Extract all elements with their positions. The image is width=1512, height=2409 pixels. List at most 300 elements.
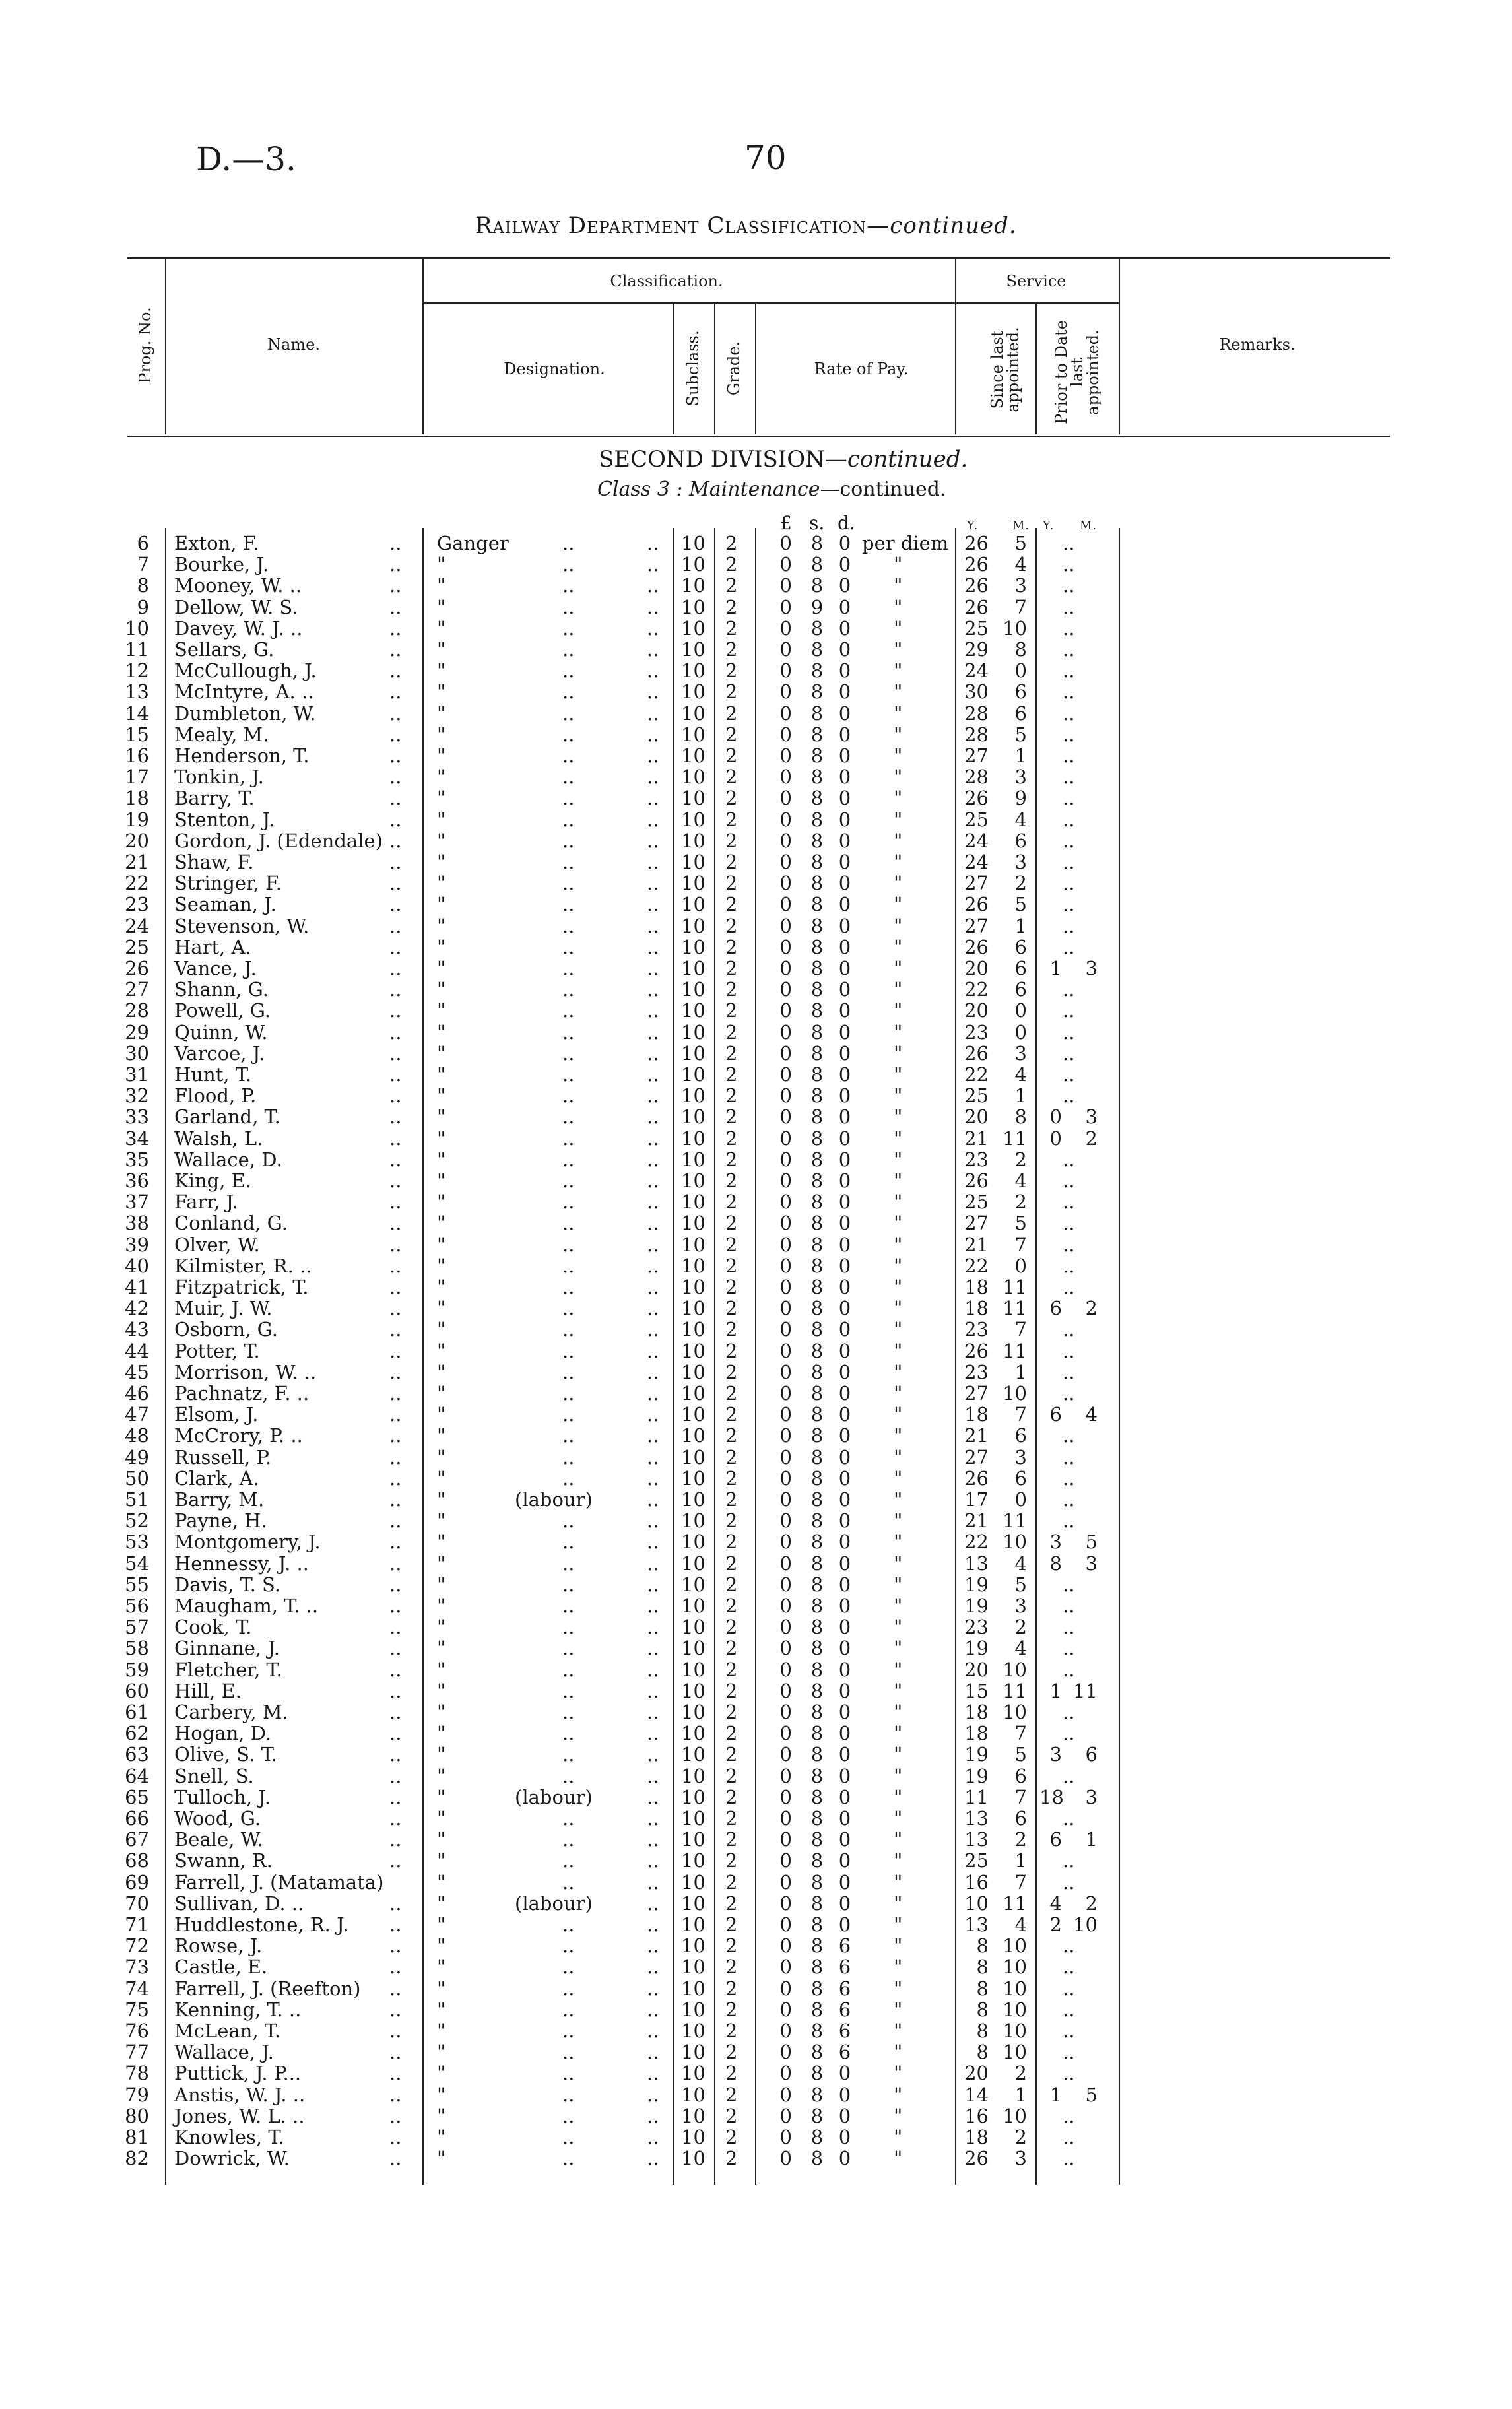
pay-unit-cell: " (894, 1148, 903, 1171)
designation-leader-dots: .. (647, 680, 659, 704)
name-leader-dots: .. (389, 1360, 402, 1383)
class-suffix: —continued. (820, 478, 946, 501)
grade-cell: 2 (725, 1743, 738, 1766)
since-months-cell: 10 (1003, 1956, 1027, 1979)
subclass-cell: 10 (681, 553, 706, 576)
table-row (0, 1680, 1512, 1701)
pay-shillings-cell: 8 (810, 957, 824, 979)
prior-months-cell: 4 (1085, 1403, 1098, 1426)
since-months-cell: 5 (1014, 1743, 1027, 1766)
name-leader-dots: .. (389, 1041, 402, 1065)
designation-note-cell: .. (562, 1148, 575, 1171)
pay-shillings-cell: 8 (810, 1785, 824, 1808)
pay-pence-cell: 0 (838, 1552, 851, 1575)
document-reference: D.—3. (196, 140, 296, 178)
subclass-cell: 10 (681, 1020, 706, 1043)
since-years-cell: 25 (964, 1084, 989, 1107)
empty-prior-dots: .. (1063, 2041, 1075, 2064)
empty-prior-dots: .. (1063, 1595, 1075, 1617)
designation-leader-dots: .. (647, 532, 659, 554)
since-months-cell: 10 (1003, 2104, 1027, 2127)
table-row (0, 1743, 1512, 1764)
subclass-cell: 10 (681, 1764, 706, 1787)
division-suffix: continued. (847, 446, 968, 473)
prog-no-cell: 23 (125, 893, 149, 916)
since-months-cell: 5 (1014, 1573, 1027, 1596)
name-leader-dots: .. (389, 595, 402, 618)
subclass-cell: 10 (681, 2062, 706, 2085)
pay-shillings-cell: 8 (810, 574, 824, 597)
grade-cell: 2 (725, 1063, 738, 1086)
designation-cell: " (437, 574, 446, 597)
table-row (0, 1616, 1512, 1637)
pay-shillings-cell: 8 (810, 1743, 824, 1766)
grade-cell: 2 (725, 808, 738, 831)
subclass-cell: 10 (681, 829, 706, 852)
name-cell: Beale, W. (174, 1828, 263, 1851)
designation-note-cell: .. (562, 680, 575, 704)
pay-shillings-cell: 8 (810, 808, 824, 831)
grade-cell: 2 (725, 1870, 738, 1894)
designation-note-cell: .. (562, 914, 575, 937)
designation-note-cell: .. (562, 1849, 575, 1872)
pay-unit-cell: " (894, 1170, 903, 1192)
designation-note-cell: .. (562, 595, 575, 618)
table-row (0, 553, 1512, 574)
since-years-cell: 25 (964, 808, 989, 831)
subclass-cell: 10 (681, 1318, 706, 1341)
pay-unit-cell: " (894, 1552, 903, 1575)
prog-no-cell: 76 (125, 2020, 149, 2042)
designation-cell: Ganger (437, 532, 509, 554)
since-years-cell: 10 (964, 1892, 989, 1915)
grade-cell: 2 (725, 1956, 738, 1979)
pay-pence-cell: 0 (838, 1297, 851, 1320)
name-leader-dots: .. (389, 744, 402, 767)
designation-note-cell: .. (562, 744, 575, 767)
pay-unit-cell: " (894, 680, 903, 704)
pay-shillings-cell: 8 (810, 1616, 824, 1639)
table-row (0, 1276, 1512, 1297)
since-years-cell: 18 (964, 1701, 989, 1723)
grade-cell: 2 (725, 723, 738, 746)
designation-leader-dots: .. (647, 1445, 659, 1468)
header-rate-of-pay: Rate of Pay. (814, 360, 909, 378)
grade-cell: 2 (725, 957, 738, 979)
name-leader-dots: .. (389, 914, 402, 937)
table-row (0, 702, 1512, 723)
prog-no-cell: 8 (137, 574, 149, 597)
subclass-cell: 10 (681, 1998, 706, 2021)
table-row (0, 808, 1512, 830)
pay-pence-cell: 0 (838, 1276, 851, 1298)
name-cell: Davey, W. J. .. (174, 616, 303, 640)
since-months-cell: 2 (1014, 1616, 1027, 1639)
subclass-cell: 10 (681, 1445, 706, 1468)
designation-cell: " (437, 2147, 446, 2170)
empty-prior-dots: .. (1063, 723, 1075, 746)
pay-pounds-cell: 0 (779, 1934, 792, 1958)
table-row (0, 1977, 1512, 1998)
name-cell: Wood, G. (174, 1807, 261, 1830)
subclass-cell: 10 (681, 1467, 706, 1490)
pay-unit-cell: " (894, 1785, 903, 1808)
name-cell: Tonkin, J. (174, 766, 264, 789)
pay-pounds-cell: 0 (779, 1106, 792, 1129)
header-prog-no: Prog. No. (136, 307, 154, 383)
designation-leader-dots: .. (647, 638, 659, 661)
pay-pence-cell: 0 (838, 638, 851, 661)
since-months-cell: 8 (1014, 638, 1027, 661)
pay-shillings-cell: 8 (810, 1764, 824, 1787)
subclass-cell: 10 (681, 2126, 706, 2148)
designation-note-cell: .. (562, 1403, 575, 1426)
table-row (0, 1106, 1512, 1127)
name-leader-dots: .. (389, 1743, 402, 1766)
subclass-cell: 10 (681, 1339, 706, 1362)
prog-no-cell: 9 (137, 595, 149, 618)
since-months-cell: 7 (1014, 1403, 1027, 1426)
header-prior-to-date: Prior to Date last appointed. (1052, 320, 1102, 424)
pay-shillings-cell: 8 (810, 1403, 824, 1426)
pay-pounds-cell: 0 (779, 851, 792, 873)
table-row (0, 1170, 1512, 1191)
page-number: 70 (744, 139, 787, 177)
name-cell: Powell, G. (174, 999, 271, 1022)
since-months-cell: 1 (1014, 914, 1027, 937)
grade-cell: 2 (725, 1595, 738, 1617)
pay-pounds-cell: 0 (779, 2147, 792, 2170)
pay-pounds-cell: 0 (779, 1616, 792, 1639)
pay-pounds-cell: 0 (779, 1870, 792, 1894)
pay-shillings-cell: 8 (810, 1573, 824, 1596)
table-row (0, 1234, 1512, 1255)
prog-no-cell: 14 (125, 702, 149, 725)
pay-shillings-cell: 8 (810, 638, 824, 661)
designation-cell: " (437, 829, 446, 852)
name-cell: Kilmister, R. .. (174, 1254, 312, 1277)
pay-pounds-cell: 0 (779, 1339, 792, 1362)
since-years-cell: 26 (964, 935, 989, 958)
name-leader-dots: .. (389, 1318, 402, 1341)
pay-unit-cell: " (894, 1509, 903, 1533)
since-years-cell: 24 (964, 659, 989, 682)
name-cell: Mooney, W. .. (174, 574, 302, 597)
pay-shillings-cell: 8 (810, 1318, 824, 1341)
since-years-cell: 23 (964, 1616, 989, 1639)
designation-leader-dots: .. (647, 1849, 659, 1872)
pay-pounds-cell: 0 (779, 532, 792, 554)
name-cell: McIntyre, A. .. (174, 680, 314, 704)
name-leader-dots: .. (389, 1998, 402, 2021)
empty-prior-dots: .. (1063, 787, 1075, 810)
designation-cell: " (437, 1063, 446, 1086)
prior-years-cell: 0 (1049, 1106, 1062, 1129)
grade-cell: 2 (725, 1998, 738, 2021)
prior-years-cell: 3 (1049, 1743, 1062, 1766)
pay-pounds-cell: 0 (779, 1382, 792, 1404)
since-months-cell: 6 (1014, 957, 1027, 979)
designation-note-cell: .. (562, 659, 575, 682)
grade-cell: 2 (725, 1424, 738, 1447)
subclass-cell: 10 (681, 1148, 706, 1171)
pay-shillings-cell: 8 (810, 1977, 824, 2000)
grade-cell: 2 (725, 1892, 738, 1915)
empty-prior-dots: .. (1063, 1488, 1075, 1511)
subclass-cell: 10 (681, 574, 706, 597)
name-leader-dots: .. (389, 1148, 402, 1171)
pay-shillings-cell: 8 (810, 1170, 824, 1192)
subclass-cell: 10 (681, 2104, 706, 2127)
since-years-cell: 20 (964, 1658, 989, 1681)
pay-pounds-cell: 0 (779, 1722, 792, 1745)
pay-pounds-cell: 0 (779, 1977, 792, 2000)
pay-pounds-cell: 0 (779, 659, 792, 682)
empty-prior-dots: .. (1063, 1382, 1075, 1404)
empty-prior-dots: .. (1063, 1956, 1075, 1979)
pay-shillings-cell: 8 (810, 1658, 824, 1681)
since-years-cell: 26 (964, 1339, 989, 1362)
grade-cell: 2 (725, 659, 738, 682)
name-leader-dots: .. (389, 1531, 402, 1554)
name-cell: Dowrick, W. (174, 2147, 290, 2170)
grade-cell: 2 (725, 616, 738, 640)
pay-pounds-cell: 0 (779, 2020, 792, 2042)
designation-cell: " (437, 1658, 446, 1681)
pay-unit-cell: " (894, 978, 903, 1001)
pay-shillings-cell: 8 (810, 872, 824, 895)
grade-cell: 2 (725, 2104, 738, 2127)
pay-unit-cell: " (894, 702, 903, 725)
prior-years-cell: 2 (1049, 1913, 1062, 1936)
subclass-cell: 10 (681, 1595, 706, 1617)
subclass-cell: 10 (681, 1041, 706, 1065)
designation-leader-dots: .. (647, 766, 659, 789)
pay-shillings-cell: 8 (810, 1531, 824, 1554)
since-months-cell: 2 (1014, 2126, 1027, 2148)
table-row (0, 2041, 1512, 2062)
empty-prior-dots: .. (1063, 744, 1075, 767)
designation-cell: " (437, 957, 446, 979)
since-months-cell: 2 (1014, 2062, 1027, 2085)
table-row (0, 1807, 1512, 1828)
pay-pence-cell: 0 (838, 1170, 851, 1192)
table-row (0, 1659, 1512, 1680)
prog-no-cell: 57 (125, 1616, 149, 1639)
since-years-cell: 22 (964, 1063, 989, 1086)
designation-cell: " (437, 2020, 446, 2042)
pay-unit-cell: " (894, 1382, 903, 1404)
designation-note-cell: .. (562, 2083, 575, 2106)
name-cell: Conland, G. (174, 1212, 288, 1235)
subclass-cell: 10 (681, 1637, 706, 1660)
name-leader-dots: .. (389, 553, 402, 576)
name-cell: McCullough, J. (174, 659, 317, 682)
prior-months-cell: 2 (1085, 1297, 1098, 1320)
pay-unit-cell: " (894, 1403, 903, 1426)
empty-prior-dots: .. (1063, 680, 1075, 704)
grade-cell: 2 (725, 1233, 738, 1256)
since-years-cell: 30 (964, 680, 989, 704)
pay-unit-cell: per diem (862, 532, 949, 554)
name-cell: Mealy, M. (174, 723, 269, 746)
designation-note-cell: .. (562, 532, 575, 554)
since-months-cell: 3 (1014, 1041, 1027, 1065)
pay-pounds-cell: 0 (779, 2062, 792, 2085)
since-months-cell: 11 (1003, 1276, 1027, 1298)
subclass-cell: 10 (681, 1807, 706, 1830)
since-years-cell: 22 (964, 1254, 989, 1277)
name-cell: McLean, T. (174, 2020, 281, 2042)
grade-cell: 2 (725, 680, 738, 704)
pay-pounds-cell: 0 (779, 723, 792, 746)
name-leader-dots: .. (389, 1191, 402, 1214)
subclass-cell: 10 (681, 616, 706, 640)
pay-shillings-cell: 8 (810, 2020, 824, 2042)
since-months-cell: 6 (1014, 1764, 1027, 1787)
since-months-cell: 4 (1014, 553, 1027, 576)
pay-pounds-cell: 0 (779, 680, 792, 704)
table-row (0, 1871, 1512, 1892)
empty-prior-dots: .. (1063, 1170, 1075, 1192)
name-leader-dots: .. (389, 808, 402, 831)
grade-cell: 2 (725, 1360, 738, 1383)
since-years-cell: 8 (976, 1977, 989, 2000)
pay-pence-cell: 0 (838, 1212, 851, 1235)
pay-shillings-cell: 8 (810, 893, 824, 916)
subclass-cell: 10 (681, 1106, 706, 1129)
since-months-cell: 2 (1014, 872, 1027, 895)
table-row (0, 1467, 1512, 1488)
designation-cell: " (437, 1020, 446, 1043)
grade-cell: 2 (725, 999, 738, 1022)
pay-pounds-cell: 0 (779, 1701, 792, 1723)
header-divider (755, 304, 756, 434)
subclass-cell: 10 (681, 851, 706, 873)
since-years-cell: 18 (964, 1297, 989, 1320)
prog-no-cell: 66 (125, 1807, 149, 1830)
designation-cell: " (437, 680, 446, 704)
unit-since-months: M. (1012, 519, 1030, 533)
name-leader-dots: .. (389, 1616, 402, 1639)
since-months-cell: 10 (1003, 1658, 1027, 1681)
table-row (0, 1722, 1512, 1743)
grade-cell: 2 (725, 2062, 738, 2085)
grade-cell: 2 (725, 1297, 738, 1320)
pay-pounds-cell: 0 (779, 702, 792, 725)
pay-pounds-cell: 0 (779, 1785, 792, 1808)
pay-pounds-cell: 0 (779, 1828, 792, 1851)
since-years-cell: 27 (964, 872, 989, 895)
since-years-cell: 21 (964, 1233, 989, 1256)
prior-years-cell: 3 (1049, 1531, 1062, 1554)
since-years-cell: 20 (964, 1106, 989, 1129)
prior-months-cell: 6 (1085, 1743, 1098, 1766)
name-cell: McCrory, P. .. (174, 1424, 303, 1447)
designation-leader-dots: .. (647, 1084, 659, 1107)
pay-pounds-cell: 0 (779, 595, 792, 618)
subclass-cell: 10 (681, 1679, 706, 1702)
since-years-cell: 23 (964, 1148, 989, 1171)
table-row (0, 659, 1512, 680)
empty-prior-dots: .. (1063, 1722, 1075, 1745)
pay-pounds-cell: 0 (779, 1998, 792, 2021)
table-row (0, 1595, 1512, 1616)
designation-leader-dots: .. (647, 1743, 659, 1766)
pay-pounds-cell: 0 (779, 1531, 792, 1554)
name-cell: Fitzpatrick, T. (174, 1276, 309, 1298)
grade-cell: 2 (725, 1701, 738, 1723)
since-years-cell: 19 (964, 1637, 989, 1660)
empty-prior-dots: .. (1063, 616, 1075, 640)
designation-leader-dots: .. (647, 1318, 659, 1341)
designation-leader-dots: .. (647, 1020, 659, 1043)
pay-pounds-cell: 0 (779, 1467, 792, 1490)
pay-unit-cell: " (894, 1212, 903, 1235)
designation-cell: " (437, 893, 446, 916)
grade-cell: 2 (725, 744, 738, 767)
designation-cell: " (437, 978, 446, 1001)
designation-leader-dots: .. (647, 2020, 659, 2042)
prog-no-cell: 16 (125, 744, 149, 767)
subclass-cell: 10 (681, 1956, 706, 1979)
pay-shillings-cell: 8 (810, 1701, 824, 1723)
pay-unit-cell: " (894, 1020, 903, 1043)
name-cell: Kenning, T. .. (174, 1998, 302, 2021)
empty-prior-dots: .. (1063, 595, 1075, 618)
pay-shillings-cell: 8 (810, 1445, 824, 1468)
pay-shillings-cell: 8 (810, 1722, 824, 1745)
table-row (0, 1998, 1512, 2020)
grade-cell: 2 (725, 1679, 738, 1702)
pay-unit-cell: " (894, 1191, 903, 1214)
prog-no-cell: 67 (125, 1828, 149, 1851)
pay-shillings-cell: 8 (810, 1998, 824, 2021)
designation-cell: " (437, 1191, 446, 1214)
name-cell: Shaw, F. (174, 851, 254, 873)
prog-no-cell: 52 (125, 1509, 149, 1533)
designation-leader-dots: .. (647, 957, 659, 979)
designation-leader-dots: .. (647, 1785, 659, 1808)
header-designation: Designation. (504, 360, 605, 378)
unit-pence: d. (838, 512, 855, 534)
name-leader-dots: .. (389, 1170, 402, 1192)
subclass-cell: 10 (681, 595, 706, 618)
designation-leader-dots: .. (647, 1828, 659, 1851)
prog-no-cell: 78 (125, 2062, 149, 2085)
name-leader-dots: .. (389, 1595, 402, 1617)
name-cell: Hill, E. (174, 1679, 242, 1702)
pay-unit-cell: " (894, 638, 903, 661)
designation-leader-dots: .. (647, 1254, 659, 1277)
designation-note-cell: .. (562, 1531, 575, 1554)
grade-cell: 2 (725, 1148, 738, 1171)
subclass-cell: 10 (681, 2041, 706, 2064)
since-months-cell: 11 (1003, 1127, 1027, 1150)
prior-years-cell: 1 (1049, 957, 1062, 979)
since-years-cell: 13 (964, 1807, 989, 1830)
designation-leader-dots: .. (647, 1488, 659, 1511)
designation-note-cell: .. (562, 851, 575, 873)
prog-no-cell: 68 (125, 1849, 149, 1872)
empty-prior-dots: .. (1063, 1041, 1075, 1065)
since-years-cell: 26 (964, 532, 989, 554)
since-years-cell: 8 (976, 1998, 989, 2021)
pay-shillings-cell: 8 (810, 1488, 824, 1511)
designation-leader-dots: .. (647, 1063, 659, 1086)
grade-cell: 2 (725, 553, 738, 576)
grade-cell: 2 (725, 1403, 738, 1426)
